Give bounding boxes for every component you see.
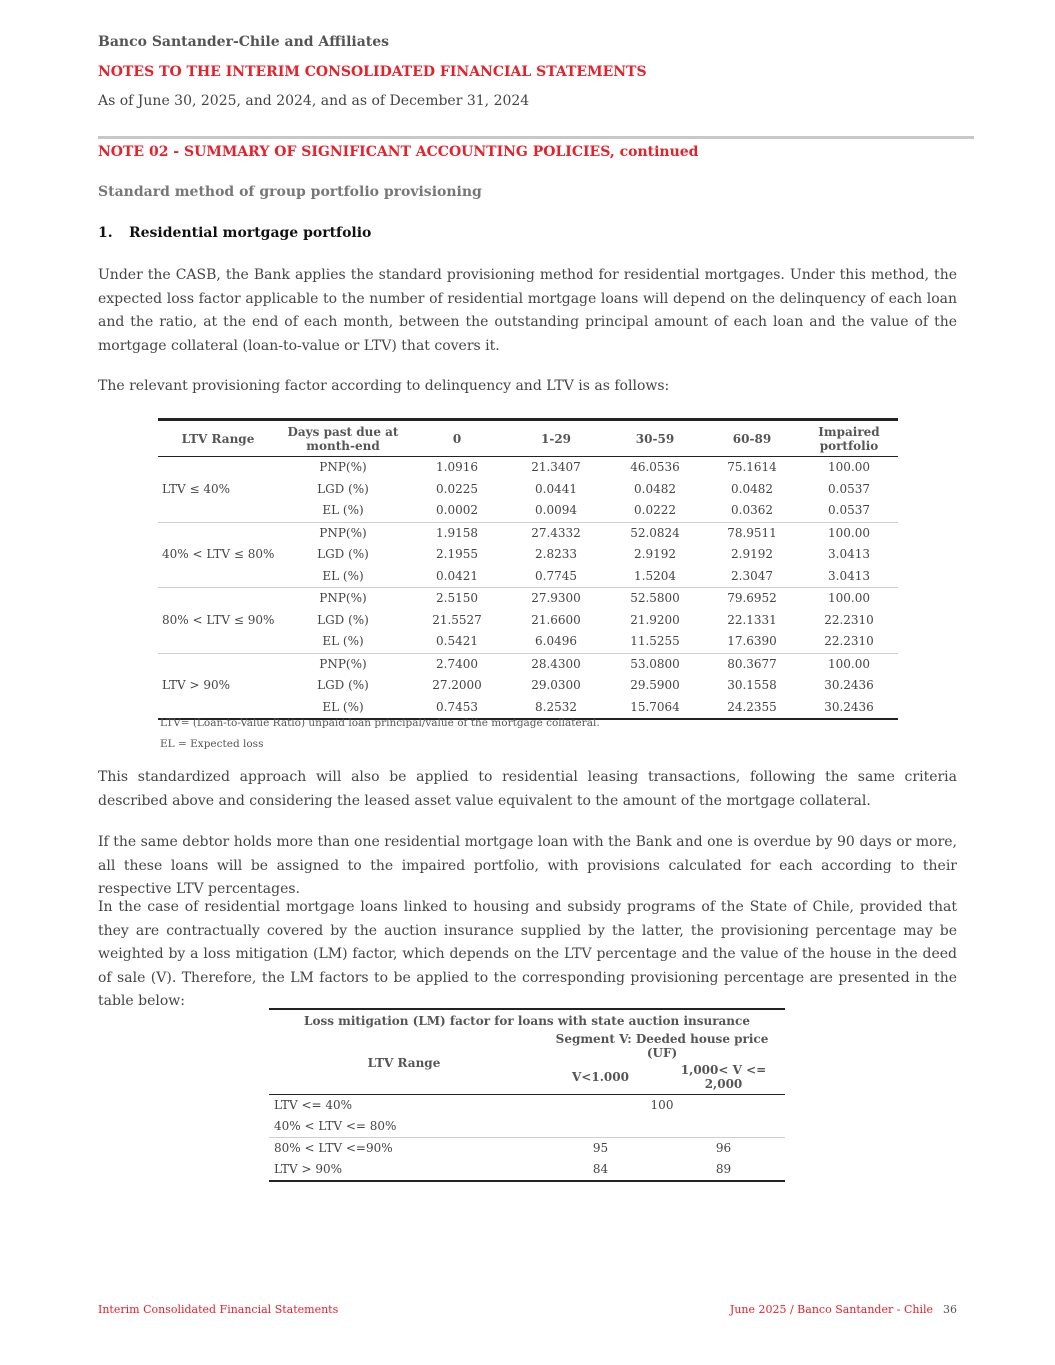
- value-cell: 0.0094: [535, 503, 577, 518]
- footnote-ltv: LTV= (Loan-to-Value Ratio) unpaid loan principal/value of the mortgage collateral.: [160, 717, 600, 729]
- lm-caption-row: [269, 1009, 785, 1032]
- value-cell: 30.1558: [727, 678, 777, 693]
- lm-ltv-range: LTV > 90%: [269, 1159, 539, 1181]
- value-cell: 27.2000: [432, 678, 482, 693]
- value-cell: 21.3407: [531, 460, 581, 475]
- paragraph-casb: Under the CASB, the Bank applies the standard provisioning method for residential mortgages. Under this method, the expected loss factor applicable to the number of residential mortgage loans will depend on the delinquency of each loan and the ratio, at the end of each month, between the outstanding principal amount of each loan and the value of the mortgage collateral (loan-to-value or LTV) that covers it.: [98, 267, 957, 354]
- header-divider: [98, 136, 974, 139]
- value-cell: 0.0222: [634, 503, 676, 518]
- value-cell: 21.5527: [432, 612, 482, 627]
- table-row: [158, 457, 898, 479]
- value-cell: 2.3047: [731, 568, 773, 583]
- metric-cell: EL (%): [322, 568, 364, 583]
- value-cell: 2.7400: [408, 653, 506, 675]
- metric-cell: EL (%): [322, 503, 364, 518]
- standard-method-heading: Standard method of group portfolio provisioning: [98, 184, 482, 200]
- metric-cell: LGD (%): [317, 612, 369, 627]
- header-impaired: Impaired portfolio: [800, 420, 898, 457]
- value-cell: 29.0300: [531, 678, 581, 693]
- value-cell: 0.0002: [436, 503, 478, 518]
- value-cell: 78.9511: [704, 522, 800, 544]
- value-cell: 8.2532: [506, 697, 606, 720]
- value-cell: 27.9300: [506, 588, 606, 610]
- value-cell: 30.2436: [800, 697, 898, 720]
- paragraph-leasing: This standardized approach will also be applied to residential leasing transactions, following the same criteria described above and considering the leased asset value equivalent to the amount of the mortgage collateral.: [98, 769, 957, 809]
- value-cell: 1.0916: [436, 460, 478, 475]
- value-cell: 0.0421: [436, 568, 478, 583]
- value-cell: 75.1614: [727, 460, 777, 475]
- company-name: Banco Santander-Chile and Affiliates: [98, 34, 390, 50]
- value-cell: 53.0800: [606, 653, 704, 675]
- value-cell: 0.0537: [828, 481, 870, 496]
- value-cell: 11.5255: [630, 634, 680, 649]
- value-cell: 15.7064: [606, 697, 704, 720]
- footer-left: Interim Consolidated Financial Statements: [98, 1303, 339, 1316]
- section-heading: [98, 225, 371, 241]
- value-cell: 30.2436: [824, 678, 874, 693]
- value-cell: 2.9192: [731, 547, 773, 562]
- lm-header-ltv-range: LTV Range: [269, 1032, 539, 1095]
- table-row: [158, 653, 898, 675]
- value-cell: 6.0496: [535, 634, 577, 649]
- header-days-past-due: Days past due at month-end: [278, 420, 408, 457]
- lm-ltv-range: 80% < LTV <=90%: [269, 1138, 539, 1160]
- value-cell: 52.5800: [606, 588, 704, 610]
- value-cell: 22.1331: [727, 612, 777, 627]
- value-cell: 22.2310: [824, 612, 874, 627]
- value-cell: 100.00: [800, 653, 898, 675]
- value-cell: 80.3677: [704, 653, 800, 675]
- lm-row: [269, 1159, 785, 1181]
- metric-cell: LGD (%): [317, 481, 369, 496]
- value-cell: 0.7745: [535, 568, 577, 583]
- value-cell: 0.0362: [731, 503, 773, 518]
- lm-segment-header: Segment V: Deeded house price (UF): [555, 1032, 769, 1060]
- lm-value: 89: [662, 1159, 785, 1181]
- ltv-range-cell: LTV ≤ 40%: [162, 481, 231, 496]
- lm-row: [269, 1138, 785, 1160]
- value-cell: 0.7453: [408, 697, 506, 720]
- lm-value: 96: [662, 1138, 785, 1160]
- lm-caption: Loss mitigation (LM) factor for loans with state auction insurance: [269, 1009, 785, 1032]
- footer-right: [730, 1303, 957, 1316]
- lm-row: [269, 1095, 785, 1117]
- value-cell: 17.6390: [727, 634, 777, 649]
- as-of-date: As of June 30, 2025, and 2024, and as of December 31, 2024: [98, 93, 530, 109]
- value-cell: 22.2310: [824, 634, 874, 649]
- provisioning-table-body: [158, 457, 898, 720]
- note-heading: NOTE 02 - SUMMARY OF SIGNIFICANT ACCOUNTING POLICIES, continued: [98, 144, 699, 160]
- value-cell: 0.0225: [436, 481, 478, 496]
- value-cell: 24.2355: [704, 697, 800, 720]
- provisioning-factor-table: [158, 418, 898, 720]
- lm-ltv-range: 40% < LTV <= 80%: [274, 1119, 397, 1133]
- metric-cell: PNP(%): [278, 653, 408, 675]
- footer-right-text: June 2025 / Banco Santander - Chile: [729, 1303, 933, 1316]
- lm-segment-row: [269, 1032, 785, 1060]
- value-cell: 2.8233: [535, 547, 577, 562]
- value-cell: 2.1955: [436, 547, 478, 562]
- header-1-29: 1-29: [506, 420, 606, 457]
- lm-header-v-1000-2000: 1,000< V <= 2,000: [662, 1060, 785, 1095]
- value-cell: 46.0536: [630, 460, 680, 475]
- lm-row: [269, 1116, 785, 1138]
- lm-value-merged: 100: [650, 1098, 674, 1112]
- value-cell: 2.5150: [408, 588, 506, 610]
- value-cell: 2.9192: [634, 547, 676, 562]
- lm-ltv-range: LTV <= 40%: [274, 1098, 353, 1112]
- value-cell: 28.4300: [506, 653, 606, 675]
- paragraph-factor-intro: The relevant provisioning factor according to delinquency and LTV is as follows:: [98, 378, 670, 394]
- metric-cell: LGD (%): [317, 678, 369, 693]
- table-header-row: [158, 420, 898, 457]
- ltv-range-cell: 80% < LTV ≤ 90%: [158, 588, 278, 654]
- header-60-89: 60-89: [704, 420, 800, 457]
- metric-cell: PNP(%): [278, 588, 408, 610]
- table-row: [158, 588, 898, 610]
- section-number: 1.: [98, 225, 113, 241]
- section-title: Residential mortgage portfolio: [129, 225, 372, 241]
- paragraph-state-programs: In the case of residential mortgage loans linked to housing and subsidy programs of the State of Chile, provided that they are contractually covered by the auction insurance supplied by the latter, the provisioning percentage may be weighted by a loss mitigation (LM) factor, which depends on the LTV percentage and the value of the house in the deed of sale (V). Therefore, the LM factors to be applied to the corresponding provisioning percentage are presented in the table below:: [98, 899, 957, 1009]
- lm-header-v-under-1000: V<1.000: [539, 1060, 662, 1095]
- metric-cell: EL (%): [322, 634, 364, 649]
- ltv-range-cell: LTV > 90%: [158, 653, 278, 719]
- notes-title: NOTES TO THE INTERIM CONSOLIDATED FINANCIAL STATEMENTS: [98, 64, 647, 80]
- metric-cell: EL (%): [278, 697, 408, 720]
- value-cell: 1.5204: [634, 568, 676, 583]
- value-cell: 100.00: [828, 460, 870, 475]
- value-cell: 100.00: [800, 588, 898, 610]
- value-cell: 0.0482: [634, 481, 676, 496]
- footnote-el: EL = Expected loss: [160, 738, 264, 750]
- lm-value: 84: [539, 1159, 662, 1181]
- value-cell: 52.0824: [606, 522, 704, 544]
- metric-cell: PNP(%): [319, 460, 367, 475]
- metric-cell: LGD (%): [317, 547, 369, 562]
- loss-mitigation-table: [269, 1008, 785, 1182]
- ltv-range-cell: 40% < LTV ≤ 80%: [158, 522, 278, 588]
- page-number: 36: [943, 1303, 957, 1316]
- lm-value: 95: [539, 1138, 662, 1160]
- table-row: [158, 522, 898, 544]
- value-cell: 0.0482: [731, 481, 773, 496]
- value-cell: 3.0413: [828, 568, 870, 583]
- value-cell: 79.6952: [704, 588, 800, 610]
- value-cell: 29.5900: [630, 678, 680, 693]
- value-cell: 3.0413: [828, 547, 870, 562]
- paragraph-same-debtor: If the same debtor holds more than one residential mortgage loan with the Bank and one is overdue by 90 days or more, all these loans will be assigned to the impaired portfolio, with provisions calculated for each according to their respective LTV percentages.: [98, 834, 957, 897]
- value-cell: 0.0537: [828, 503, 870, 518]
- metric-cell: PNP(%): [278, 522, 408, 544]
- header-ltv-range: LTV Range: [158, 420, 278, 457]
- value-cell: 21.9200: [630, 612, 680, 627]
- value-cell: 21.6600: [531, 612, 581, 627]
- header-0: 0: [408, 420, 506, 457]
- value-cell: 100.00: [800, 522, 898, 544]
- value-cell: 0.5421: [436, 634, 478, 649]
- value-cell: 1.9158: [408, 522, 506, 544]
- lm-value-empty: [539, 1116, 785, 1138]
- value-cell: 27.4332: [506, 522, 606, 544]
- header-30-59: 30-59: [606, 420, 704, 457]
- value-cell: 0.0441: [535, 481, 577, 496]
